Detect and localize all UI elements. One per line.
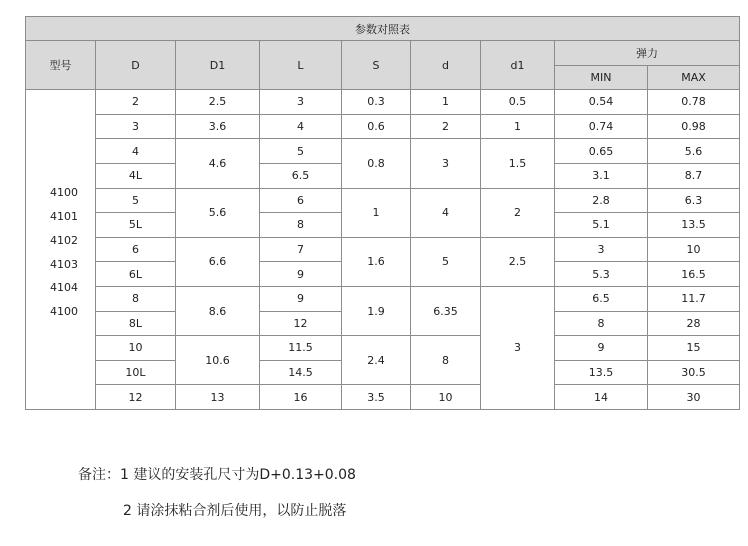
cell-D1: 5.6 bbox=[176, 188, 260, 237]
cell-L: 12 bbox=[260, 311, 342, 336]
cell-max: 0.78 bbox=[648, 90, 740, 115]
cell-D1: 8.6 bbox=[176, 286, 260, 335]
cell-D: 8 bbox=[96, 286, 176, 311]
model-item: 4104 bbox=[50, 281, 78, 295]
cell-max: 16.5 bbox=[648, 262, 740, 287]
table-row bbox=[26, 90, 740, 115]
cell-d: 10 bbox=[411, 385, 481, 410]
cell-d1: 1.5 bbox=[481, 139, 555, 188]
cell-d1: 2 bbox=[481, 188, 555, 237]
cell-D1: 3.6 bbox=[176, 114, 260, 139]
cell-min: 0.74 bbox=[555, 114, 648, 139]
cell-min: 2.8 bbox=[555, 188, 648, 213]
cell-max: 13.5 bbox=[648, 213, 740, 238]
cell-min: 0.54 bbox=[555, 90, 648, 115]
cell-min: 0.65 bbox=[555, 139, 648, 164]
cell-d1: 1 bbox=[481, 114, 555, 139]
cell-S: 3.5 bbox=[342, 385, 411, 410]
note-line-1: 备注：1 建议的安装孔尺寸为D+0.13+0.08 bbox=[78, 467, 356, 483]
cell-S: 1 bbox=[342, 188, 411, 237]
cell-D: 5 bbox=[96, 188, 176, 213]
cell-d: 8 bbox=[411, 336, 481, 385]
model-item: 4102 bbox=[50, 233, 78, 247]
cell-max: 28 bbox=[648, 311, 740, 336]
cell-min: 9 bbox=[555, 336, 648, 361]
table-row bbox=[26, 114, 740, 139]
cell-min: 3 bbox=[555, 237, 648, 262]
model-cell bbox=[26, 90, 96, 410]
cell-L: 4 bbox=[260, 114, 342, 139]
header-L: L bbox=[260, 41, 342, 90]
header-model: 型号 bbox=[26, 41, 96, 90]
cell-L: 8 bbox=[260, 213, 342, 238]
cell-D: 6 bbox=[96, 237, 176, 262]
header-force: 弹力 bbox=[555, 41, 740, 66]
cell-D: 4 bbox=[96, 139, 176, 164]
cell-min: 8 bbox=[555, 311, 648, 336]
notes bbox=[78, 466, 356, 519]
header-D: D bbox=[96, 41, 176, 90]
cell-max: 10 bbox=[648, 237, 740, 262]
table-row bbox=[26, 188, 740, 213]
cell-S: 0.8 bbox=[342, 139, 411, 188]
table-row bbox=[26, 237, 740, 262]
table-row bbox=[26, 139, 740, 164]
cell-d1: 3 bbox=[481, 286, 555, 409]
cell-d: 1 bbox=[411, 90, 481, 115]
cell-L: 6.5 bbox=[260, 163, 342, 188]
cell-D1: 2.5 bbox=[176, 90, 260, 115]
cell-S: 0.3 bbox=[342, 90, 411, 115]
parameter-table bbox=[25, 16, 740, 410]
cell-min: 14 bbox=[555, 385, 648, 410]
header-min: MIN bbox=[555, 65, 648, 90]
header-d: d bbox=[411, 41, 481, 90]
header-max: MAX bbox=[648, 65, 740, 90]
cell-d1: 2.5 bbox=[481, 237, 555, 286]
cell-max: 30 bbox=[648, 385, 740, 410]
cell-D: 12 bbox=[96, 385, 176, 410]
cell-max: 6.3 bbox=[648, 188, 740, 213]
cell-min: 13.5 bbox=[555, 360, 648, 385]
note-line-2: 2 请涂抹粘合剂后使用，以防止脱落 bbox=[123, 503, 347, 519]
cell-D: 8L bbox=[96, 311, 176, 336]
cell-d: 3 bbox=[411, 139, 481, 188]
cell-D1: 13 bbox=[176, 385, 260, 410]
cell-min: 6.5 bbox=[555, 286, 648, 311]
cell-L: 14.5 bbox=[260, 360, 342, 385]
cell-L: 7 bbox=[260, 237, 342, 262]
cell-D: 10 bbox=[96, 336, 176, 361]
cell-L: 9 bbox=[260, 262, 342, 287]
cell-min: 3.1 bbox=[555, 163, 648, 188]
cell-L: 16 bbox=[260, 385, 342, 410]
cell-D: 4L bbox=[96, 163, 176, 188]
cell-min: 5.3 bbox=[555, 262, 648, 287]
cell-max: 15 bbox=[648, 336, 740, 361]
cell-d: 6.35 bbox=[411, 286, 481, 335]
cell-D: 5L bbox=[96, 213, 176, 238]
cell-S: 1.9 bbox=[342, 286, 411, 335]
cell-D: 10L bbox=[96, 360, 176, 385]
cell-L: 3 bbox=[260, 90, 342, 115]
cell-d: 4 bbox=[411, 188, 481, 237]
cell-max: 8.7 bbox=[648, 163, 740, 188]
table-row bbox=[26, 385, 740, 410]
cell-min: 5.1 bbox=[555, 213, 648, 238]
cell-L: 9 bbox=[260, 286, 342, 311]
cell-max: 0.98 bbox=[648, 114, 740, 139]
cell-S: 1.6 bbox=[342, 237, 411, 286]
cell-S: 0.6 bbox=[342, 114, 411, 139]
model-item: 4100 bbox=[50, 186, 78, 200]
table-row bbox=[26, 336, 740, 361]
model-item: 4103 bbox=[50, 257, 78, 271]
model-item: 4101 bbox=[50, 209, 78, 223]
cell-D1: 4.6 bbox=[176, 139, 260, 188]
cell-D: 6L bbox=[96, 262, 176, 287]
cell-S: 2.4 bbox=[342, 336, 411, 385]
cell-max: 11.7 bbox=[648, 286, 740, 311]
header-D1: D1 bbox=[176, 41, 260, 90]
cell-L: 5 bbox=[260, 139, 342, 164]
model-item: 4100 bbox=[50, 305, 78, 319]
cell-max: 5.6 bbox=[648, 139, 740, 164]
cell-D: 2 bbox=[96, 90, 176, 115]
cell-D: 3 bbox=[96, 114, 176, 139]
cell-d: 2 bbox=[411, 114, 481, 139]
cell-D1: 6.6 bbox=[176, 237, 260, 286]
cell-d1: 0.5 bbox=[481, 90, 555, 115]
header-S: S bbox=[342, 41, 411, 90]
table-title: 参数对照表 bbox=[26, 17, 740, 41]
table-row bbox=[26, 286, 740, 311]
header-d1: d1 bbox=[481, 41, 555, 90]
cell-D1: 10.6 bbox=[176, 336, 260, 385]
cell-d: 5 bbox=[411, 237, 481, 286]
cell-max: 30.5 bbox=[648, 360, 740, 385]
cell-L: 6 bbox=[260, 188, 342, 213]
cell-L: 11.5 bbox=[260, 336, 342, 361]
